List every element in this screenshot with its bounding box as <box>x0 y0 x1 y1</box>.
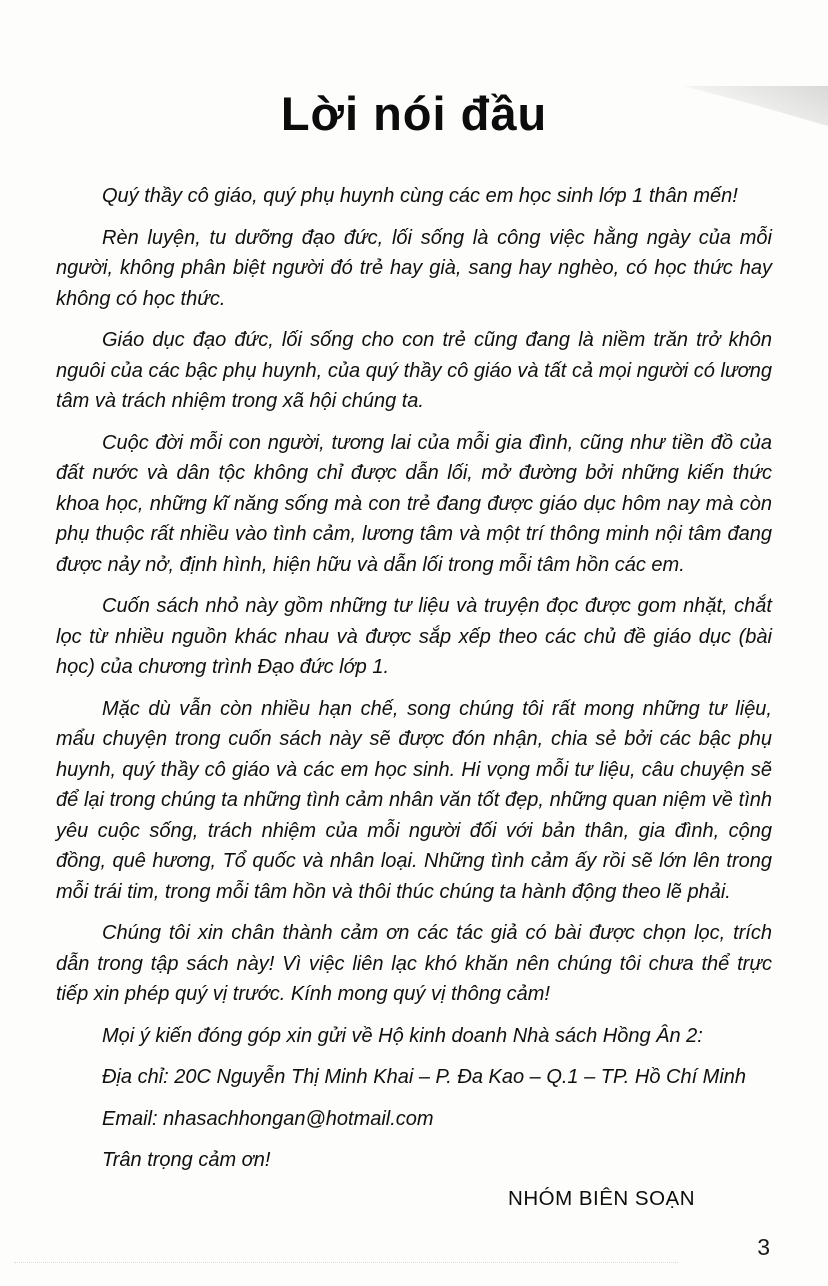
scanned-book-page <box>0 86 828 1286</box>
editorial-team-signature: NHÓM BIÊN SOẠN <box>508 1186 695 1210</box>
paragraph-body: Rèn luyện, tu dưỡng đạo đức, lối sống là công việc hằng ngày của mỗi người, không phân biệt người đó trẻ hay già, sang hay nghèo, có học thức hay không có học thức. <box>56 226 772 310</box>
paragraph-body: Chúng tôi xin chân thành cảm ơn các tác giả có bài được chọn lọc, trích dẫn trong tập sách này! Vì việc liên lạc khó khăn nên chúng tôi chưa thể trực tiếp xin phép quý vị trước. Kính mong quý vị thông cảm! <box>56 922 772 1005</box>
paragraph-body: Cuộc đời mỗi con người, tương lai của mỗi gia đình, cũng như tiền đồ của đất nước và dân tộc không chỉ được dẫn lối, mở đường bởi những kiến thức khoa học, những kĩ năng sống mà con trẻ đang được giáo dục hôm nay mà còn phụ thuộc rất nhiều vào tình cảm, lương tâm và một trí thông minh nội tâm đang được nảy nở, định hình, hiện hữu và dẫn lối trong mỗi tâm hồn các em. <box>56 431 772 576</box>
paragraph-email: Email: nhasachhongan@hotmail.com <box>102 1107 434 1130</box>
preface-body <box>56 181 772 1176</box>
paragraph-greeting: Quý thầy cô giáo, quý phụ huynh cùng các em học sinh lớp 1 thân mến! <box>102 185 738 207</box>
paragraph-address: Địa chỉ: 20C Nguyễn Thị Minh Khai – P. Đa Kao – Q.1 – TP. Hồ Chí Minh <box>102 1066 747 1088</box>
paragraph-feedback-note: Mọi ý kiến đóng góp xin gửi về Hộ kinh doanh Nhà sách Hồng Ân 2: <box>102 1024 703 1047</box>
page-title: Lời nói đầu <box>280 87 548 140</box>
page-number: 3 <box>757 1234 770 1260</box>
paragraph-body: Mặc dù vẫn còn nhiều hạn chế, song chúng tôi rất mong những tư liệu, mẩu chuyện trong cuốn sách này sẽ được đón nhận, chia sẻ bởi các bậc phụ huynh, quý thầy cô giáo và các em học sinh. Hi vọng mỗi tư liệu, câu chuyện sẽ để lại trong chúng ta những tình cảm nhân văn tốt đẹp, những quan niệm về tình yêu cuộc sống, trách nhiệm của mỗi người đối với bản thân, gia đình, cộng đồng, quê hương, Tổ quốc và nhân loại. Những tình cảm ấy rồi sẽ lớn lên trong mỗi trái tim, trong mỗi tâm hồn và thôi thúc chúng ta hành động theo lẽ phải. <box>56 697 772 903</box>
page-content <box>0 86 828 1211</box>
scan-line-artifact <box>14 1262 678 1263</box>
paragraph-thanks: Trân trọng cảm ơn! <box>102 1149 271 1171</box>
paragraph-body: Cuốn sách nhỏ này gồm những tư liệu và truyện đọc được gom nhặt, chắt lọc từ nhiều nguồn khác nhau và được sắp xếp theo các chủ đề giáo dục (bài học) của chương trình Đạo đức lớp 1. <box>56 595 772 678</box>
paragraph-body: Giáo dục đạo đức, lối sống cho con trẻ cũng đang là niềm trăn trở khôn nguôi của các bậc phụ huynh, của quý thầy cô giáo và tất cả mọi người có lương tâm và trách nhiệm trong xã hội chúng ta. <box>56 329 772 412</box>
